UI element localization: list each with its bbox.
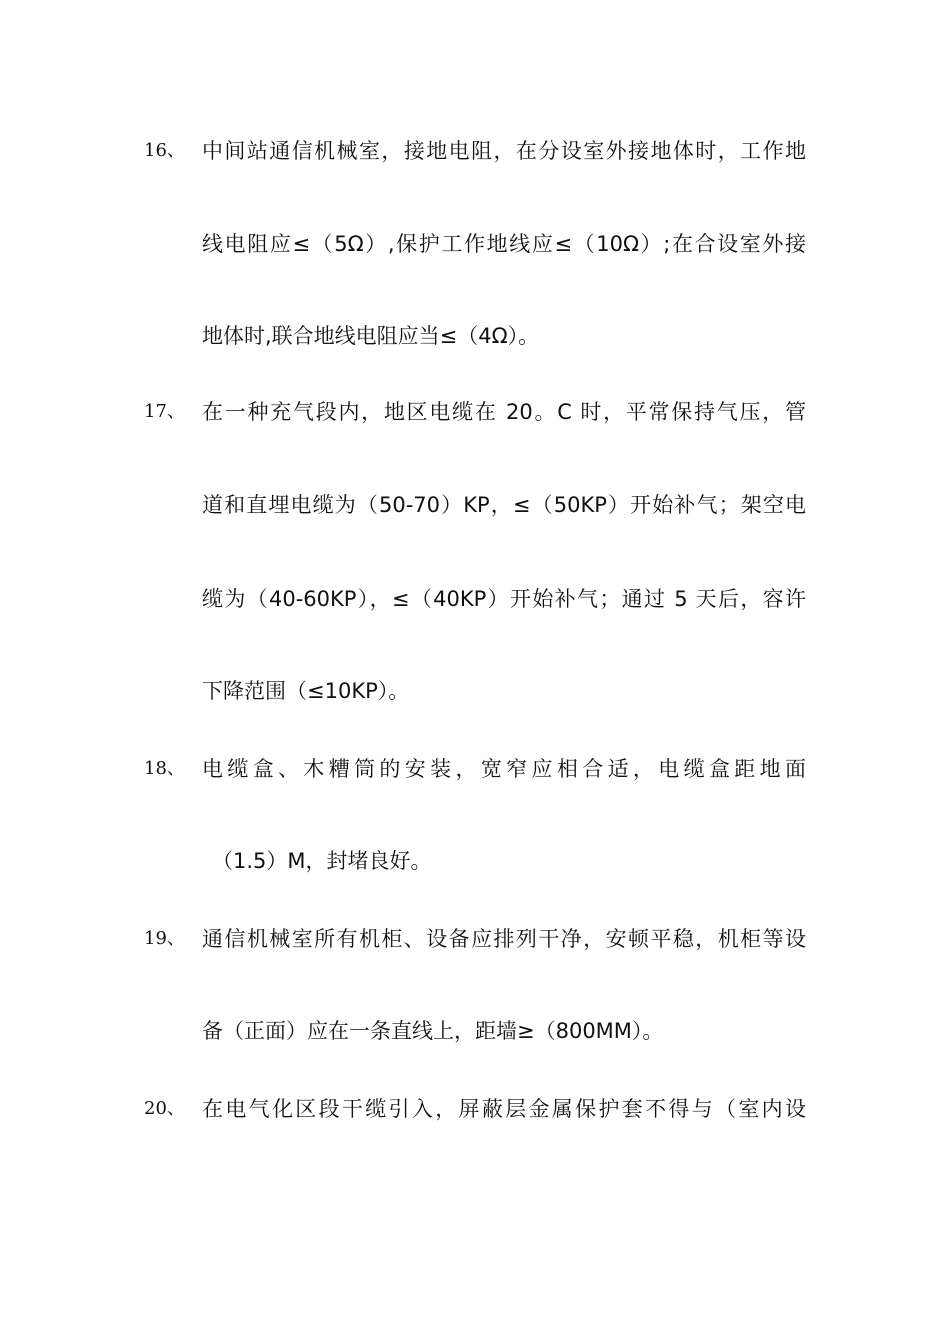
item-17-line-3: 缆为（40-60KP），≤（40KP）开始补气；通过 5 天后，容许 (202, 587, 806, 611)
item-16-line-1: 中间站通信机械室，接地电阻，在分设室外接地体时，工作地 (202, 139, 806, 163)
item-number-17: 17、 (144, 401, 185, 422)
item-number-19: 19、 (144, 928, 185, 949)
item-20-line-1: 在电气化区段干缆引入，屏蔽层金属保护套不得与（室内设 (202, 1097, 806, 1121)
item-17-line-2: 道和直埋电缆为（50-70）KP，≤（50KP）开始补气；架空电 (202, 493, 806, 517)
item-number-20: 20、 (144, 1098, 185, 1119)
item-number-18: 18、 (144, 758, 185, 779)
item-17-line-4: 下降范围（≤10KP）。 (202, 679, 410, 703)
item-18-line-2: （1.5）M，封堵良好。 (212, 849, 432, 873)
item-number-16: 16、 (144, 140, 185, 161)
item-16-line-3: 地体时,联合地线电阻应当≤（4Ω）。 (202, 324, 540, 348)
item-17-line-1: 在一种充气段内，地区电缆在 20。C 时，平常保持气压，管 (202, 400, 806, 424)
item-18-line-1: 电缆盒、木糟筒的安装，宽窄应相合适，电缆盒距地面 (202, 757, 806, 781)
item-19-line-1: 通信机械室所有机柜、设备应排列干净，安顿平稳，机柜等设 (202, 927, 806, 951)
item-19-line-2: 备（正面）应在一条直线上，距墙≥（800MM）。 (202, 1019, 664, 1043)
item-16-line-2: 线电阻应≤（5Ω）,保护工作地线应≤（10Ω）;在合设室外接 (202, 232, 806, 256)
